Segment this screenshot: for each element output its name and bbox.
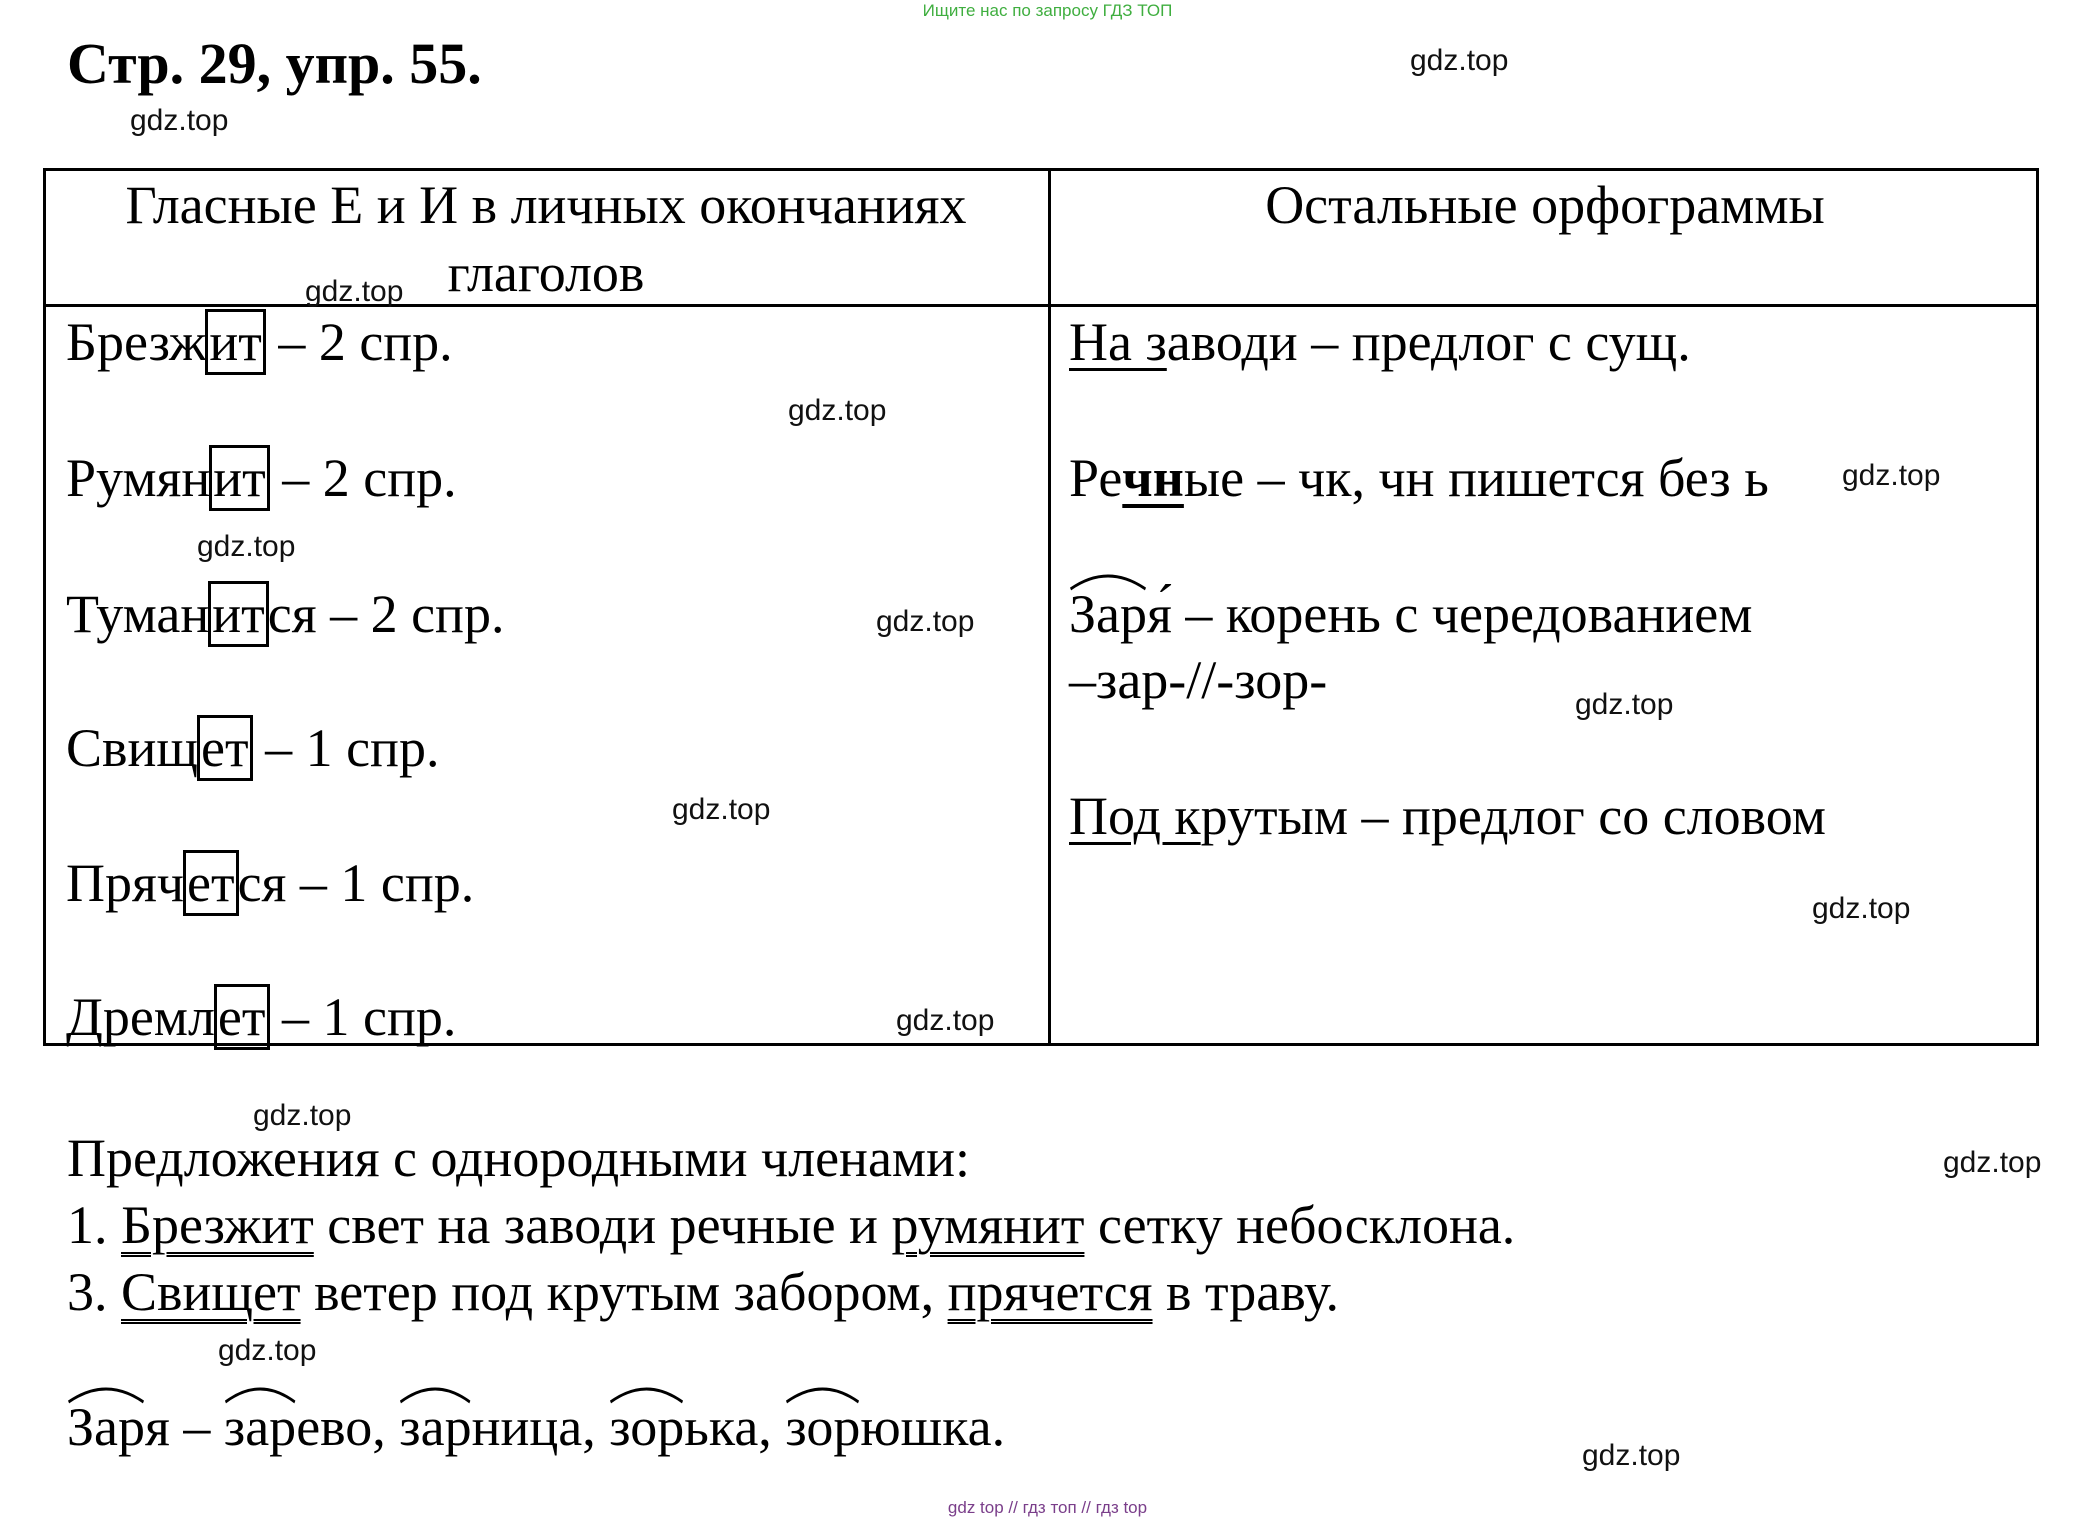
watermark: gdz.top	[197, 530, 296, 563]
rule-row: На заводи – предлог с сущ.	[1069, 312, 1691, 372]
rule-row-cont: –зар-//-зор-	[1069, 650, 1328, 710]
watermark: gdz.top	[218, 1334, 317, 1367]
ending-box: ет	[197, 715, 253, 781]
root-arc-icon	[609, 1382, 684, 1404]
root-arc-icon	[67, 1382, 145, 1404]
watermark: gdz.top	[1575, 688, 1674, 721]
root-mark: Зар	[1069, 583, 1147, 645]
watermark: gdz.top	[1582, 1439, 1681, 1472]
watermark: gdz.top	[130, 104, 229, 137]
ending-box: ит	[209, 445, 270, 511]
watermark: gdz.top	[896, 1004, 995, 1037]
verb-row: Свищет – 1 спр.	[66, 717, 439, 779]
root-arc-icon	[785, 1382, 860, 1404]
rule-row: Под крутым – предлог со словом	[1069, 786, 1826, 846]
verb-row: Прячется – 1 спр.	[66, 852, 474, 914]
ending-box: ет	[183, 850, 239, 916]
watermark: gdz.top	[876, 605, 975, 638]
sentences-heading: Предложения с однородными членами:	[67, 1128, 970, 1188]
col2-header: Остальные орфограммы	[1265, 175, 1825, 235]
ending-box: ет	[214, 984, 270, 1050]
watermark: gdz.top	[305, 275, 404, 308]
root-arc-icon	[1069, 569, 1147, 591]
verb-row: Дремлет – 1 спр.	[66, 986, 456, 1048]
watermark: gdz.top	[1842, 459, 1941, 492]
column-divider	[1048, 171, 1051, 1043]
watermark: gdz.top	[1410, 44, 1509, 77]
root-arc-icon	[399, 1382, 471, 1404]
watermark: gdz.top	[788, 394, 887, 427]
verb-row: Румянит – 2 спр.	[66, 447, 457, 509]
watermark: gdz.top	[672, 793, 771, 826]
verb-row: Брезжит – 2 спр.	[66, 311, 453, 373]
rule-row: Речные – чк, чн пишется без ь	[1069, 448, 1769, 508]
watermark: gdz.top	[1943, 1146, 2042, 1179]
watermark: gdz.top	[253, 1099, 352, 1132]
col1-header: Гласные Е и И в личных окончаниях глаголов	[125, 175, 967, 303]
root-arc-icon	[224, 1382, 296, 1404]
watermark: gdz.top	[1812, 892, 1911, 925]
sentence-1: 1. Брезжит свет на заводи речные и румянит сетку небосклона.	[67, 1195, 1516, 1255]
sentence-3: 3. Свищет ветер под крутым забором, прячется в траву.	[67, 1262, 1339, 1322]
root-words: Заря – зарево, зарница, зорька, зорюшка.	[67, 1396, 1005, 1458]
ending-box: ит	[208, 581, 269, 647]
footer-note: gdz top // гдз топ // гдз top	[947, 1498, 1148, 1517]
rule-row: Заря ́ – корень с чередованием	[1069, 583, 1752, 645]
ending-box: ит	[205, 309, 266, 375]
top-search-note: Ищите нас по запросу ГДЗ ТОП	[922, 1, 1173, 20]
page-title: Стр. 29, упр. 55.	[67, 31, 482, 96]
verb-row: Туманится – 2 спр.	[66, 583, 504, 645]
